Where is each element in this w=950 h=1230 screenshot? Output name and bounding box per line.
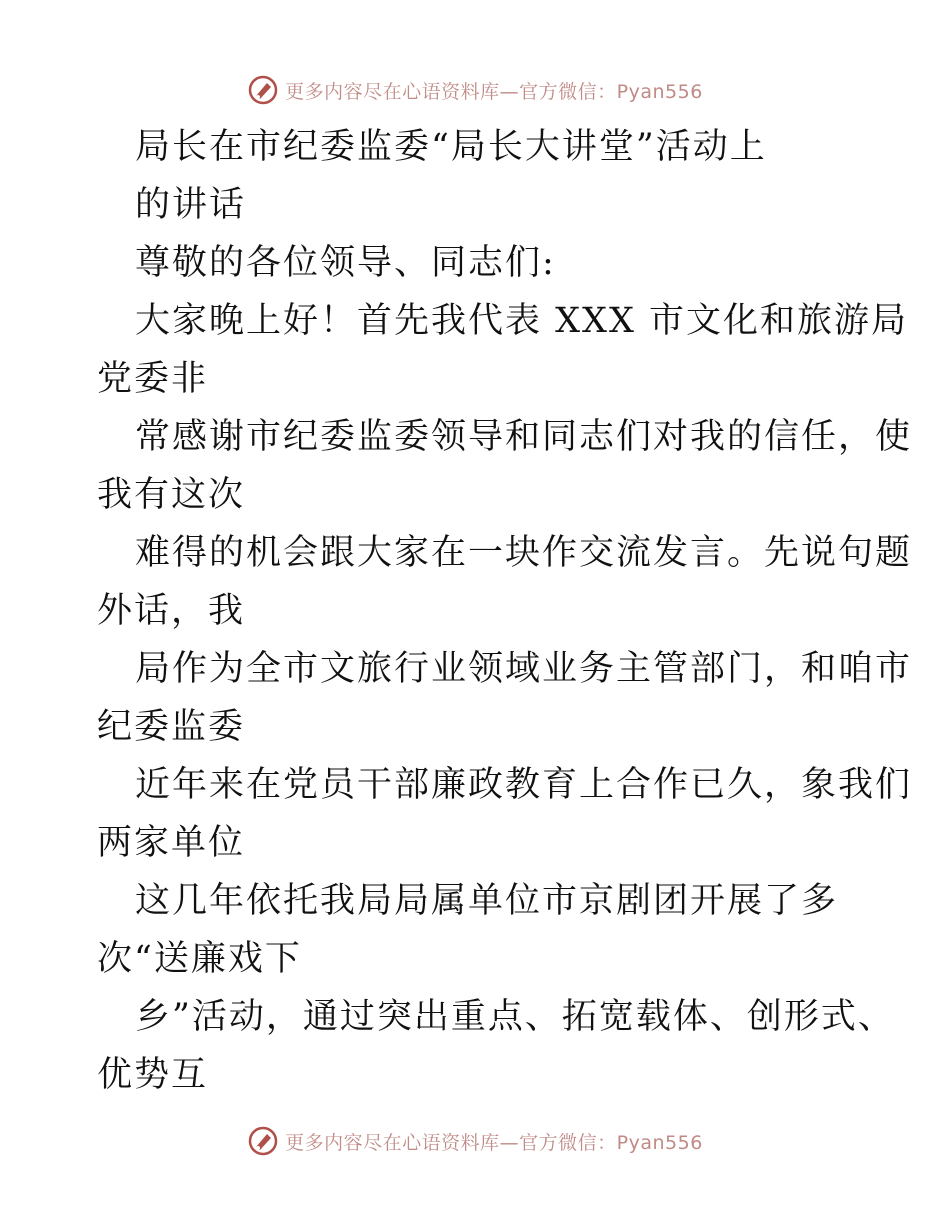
paragraph-line: 这几年依托我局局属单位市京剧团开展了多 [135,881,839,921]
paragraph-line: 常感谢市纪委监委领导和同志们对我的信任，使 [135,417,913,457]
document-body [97,118,913,1104]
title-line-2: 的讲话 [135,185,247,225]
paragraph-line: 外话，我 [97,591,246,631]
pen-seal-logo-icon [247,1125,279,1157]
paragraph-line: 我有这次 [97,475,246,515]
header-banner-text: 更多内容尽在心语资料库—官方微信：Pyan556 [285,80,703,103]
footer-banner [0,1121,950,1161]
pen-seal-logo-icon [247,74,279,106]
paragraph-line: 近年来在党员干部廉政教育上合作已久，象我们 [135,765,913,805]
paragraph-line: 难得的机会跟大家在一块作交流发言。先说句题 [135,533,913,573]
title-line-1: 局长在市纪委监委“局长大讲堂”活动上 [135,127,767,167]
paragraph-line: 优势互 [97,1055,209,1095]
paragraph-line: 党委非 [97,359,209,399]
header-banner [0,70,950,110]
paragraph-line: 两家单位 [97,823,246,863]
salutation: 尊敬的各位领导、同志们: [135,243,556,283]
paragraph-line: 次“送廉戏下 [97,939,302,979]
paragraph-line: 大家晚上好！首先我代表 XXX 市文化和旅游局 [135,301,909,341]
paragraph-line: 局作为全市文旅行业领域业务主管部门，和咱市 [135,649,913,689]
paragraph-line: 纪委监委 [97,707,246,747]
footer-banner-text: 更多内容尽在心语资料库—官方微信：Pyan556 [285,1131,703,1154]
paragraph-line: 乡”活动，通过突出重点、拓宽载体、创形式、 [135,997,895,1037]
